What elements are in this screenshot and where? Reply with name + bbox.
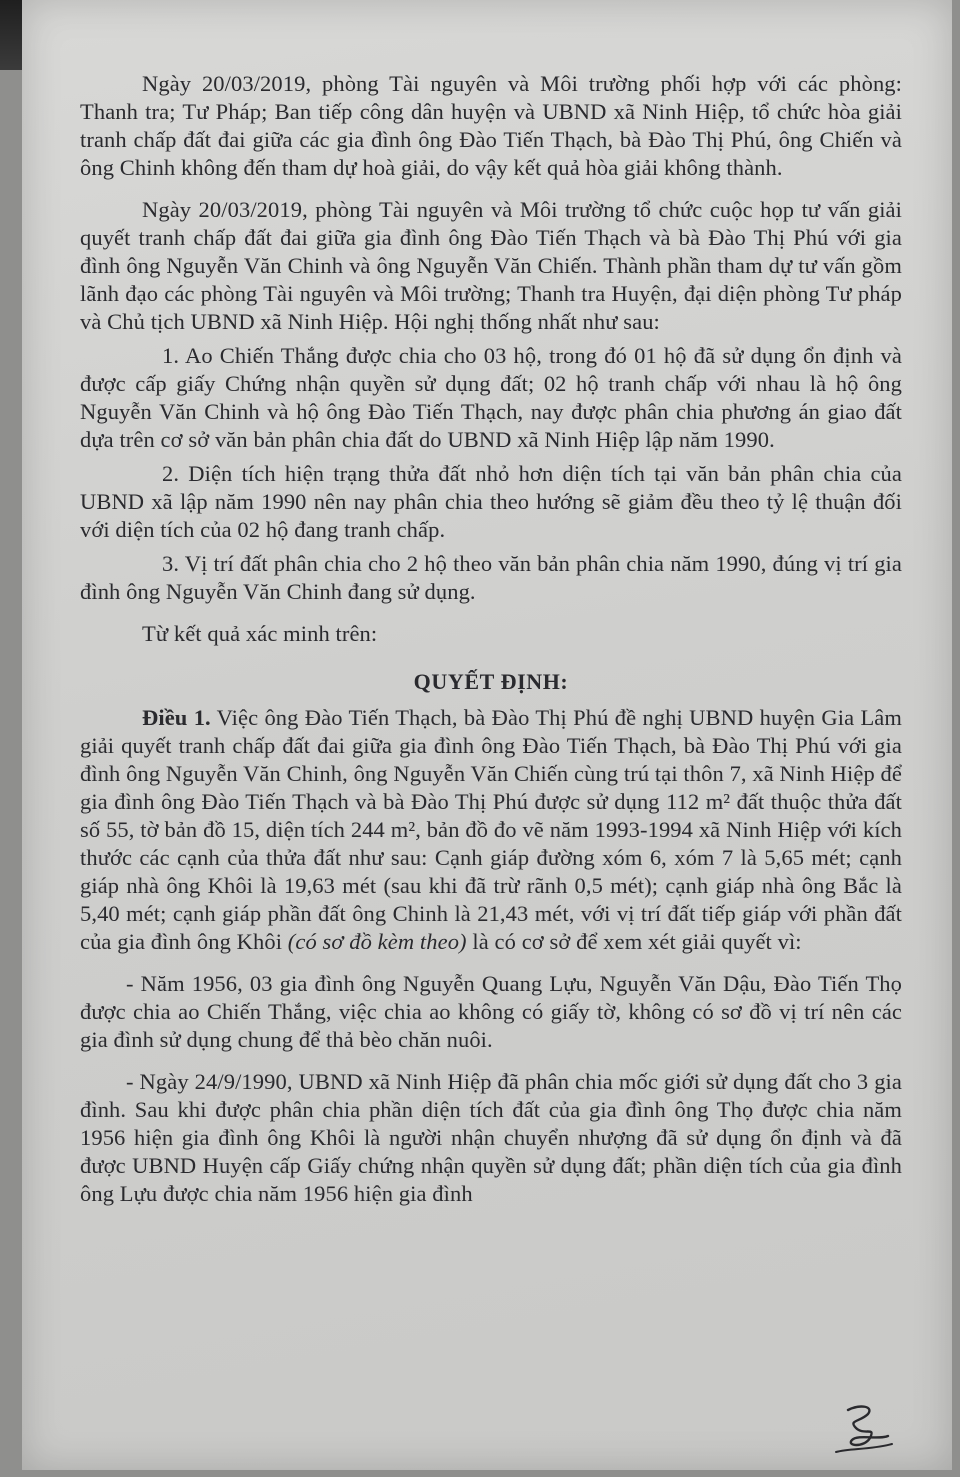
document-body (80, 70, 902, 1214)
article-1 (80, 704, 902, 956)
article-1-text-a: Việc ông Đào Tiến Thạch, bà Đào Thị Phú đề nghị UBND huyện Gia Lâm giải quyết tranh chấp đất đai giữa gia đình ông Đào Tiến Thạch, bà Đào Thị Phú với gia đình ông Nguyễn Văn Chinh, ông Nguyễn Văn Chiến cùng trú tại thôn 7, xã Ninh Hiệp để gia đình ông Đào Tiến Thạch và bà Đào Thị Phú được sử dụng 112 m² đất thuộc thửa đất số 55, tờ bản đồ 15, diện tích 244 m², bản đồ đo vẽ năm 1993-1994 xã Ninh Hiệp với kích thước các cạnh của thửa đất như sau: Cạnh giáp đường xóm 6, xóm 7 là 5,65 mét; cạnh giáp nhà ông Khôi là 19,63 mét (sau khi đã trừ rãnh 0,5 mét); cạnh giáp nhà ông Bắc là 5,40 mét; cạnh giáp phần đất ông Chinh là 21,43 mét, với vị trí đất tiếp giáp với phần đất của gia đình ông Khôi (80, 705, 902, 954)
article-1-text-b: là có cơ sở để xem xét giải quyết vì: (466, 929, 802, 954)
conclusion-item-2: 2. Diện tích hiện trạng thửa đất nhỏ hơn diện tích tại văn bản phân chia của UBND xã lập năm 1990 nên nay phân chia theo hướng sẽ giảm đều theo tỷ lệ thuận đối với diện tích của 02 hộ đang tranh chấp. (80, 461, 902, 542)
article-1-label: Điều 1. (142, 705, 211, 730)
article-1-diagram-note: (có sơ đồ kèm theo) (287, 929, 467, 954)
handwritten-initial-signature (830, 1400, 900, 1460)
bullet-1956: - Năm 1956, 03 gia đình ông Nguyễn Quang Lựu, Nguyễn Văn Dậu, Đào Tiến Thọ được chia ao Chiến Thắng, việc chia ao không có giấy tờ, không có sơ đồ vị trí nên các gia đình sử dụng chung để thả bèo chăn nuôi. (80, 971, 902, 1052)
document-page (22, 0, 952, 1470)
conclusion-item-3: 3. Vị trí đất phân chia cho 2 hộ theo văn bản phân chia năm 1990, đúng vị trí gia đình ông Nguyễn Văn Chinh đang sử dụng. (80, 551, 902, 604)
paragraph-consultation-meeting: Ngày 20/03/2019, phòng Tài nguyên và Môi trường tổ chức cuộc họp tư vấn giải quyết tranh chấp đất đai giữa gia đình ông Đào Tiến Thạch và bà Đào Thị Phú với gia đình ông Nguyễn Văn Chinh và ông Nguyễn Văn Chiến. Thành phần tham dự tư vấn gồm lãnh đạo các phòng Tài nguyên và Môi trường; Thanh tra Huyện, đại diện phòng Tư pháp và Chủ tịch UBND xã Ninh Hiệp. Hội nghị thống nhất như sau: (80, 197, 902, 334)
decision-heading: QUYẾT ĐỊNH: (413, 669, 569, 694)
bullet-1990: - Ngày 24/9/1990, UBND xã Ninh Hiệp đã phân chia mốc giới sử dụng đất cho 3 gia đình. Sau khi được phân chia phần diện tích đất của gia đình ông Thọ được chia năm 1956 hiện gia đình ông Khôi là người nhận chuyển nhượng đã sử dụng ổn định và đã được UBND Huyện cấp Giấy chứng nhận quyền sử dụng đất; phần diện tích của gia đình ông Lựu được chia năm 1956 hiện gia đình (80, 1069, 902, 1206)
verification-intro: Từ kết quả xác minh trên: (142, 621, 378, 646)
conclusion-item-1: 1. Ao Chiến Thắng được chia cho 03 hộ, trong đó 01 hộ đã sử dụng ổn định và được cấp giấy Chứng nhận quyền sử dụng đất; 02 hộ tranh chấp với nhau là hộ ông Nguyễn Văn Chinh và hộ ông Đào Tiến Thạch, nay được phân chia phương án giao đất dựa trên cơ sở văn bản phân chia đất do UBND xã Ninh Hiệp lập năm 1990. (80, 343, 902, 452)
paragraph-mediation: Ngày 20/03/2019, phòng Tài nguyên và Môi trường phối hợp với các phòng: Thanh tra; Tư Pháp; Ban tiếp công dân huyện và UBND xã Ninh Hiệp, tổ chức hòa giải tranh chấp đất đai giữa các gia đình ông Đào Tiến Thạch, bà Đào Thị Phú, ông Chiến và ông Chinh không đến tham dự hoà giải, do vậy kết quả hòa giải không thành. (80, 71, 902, 180)
